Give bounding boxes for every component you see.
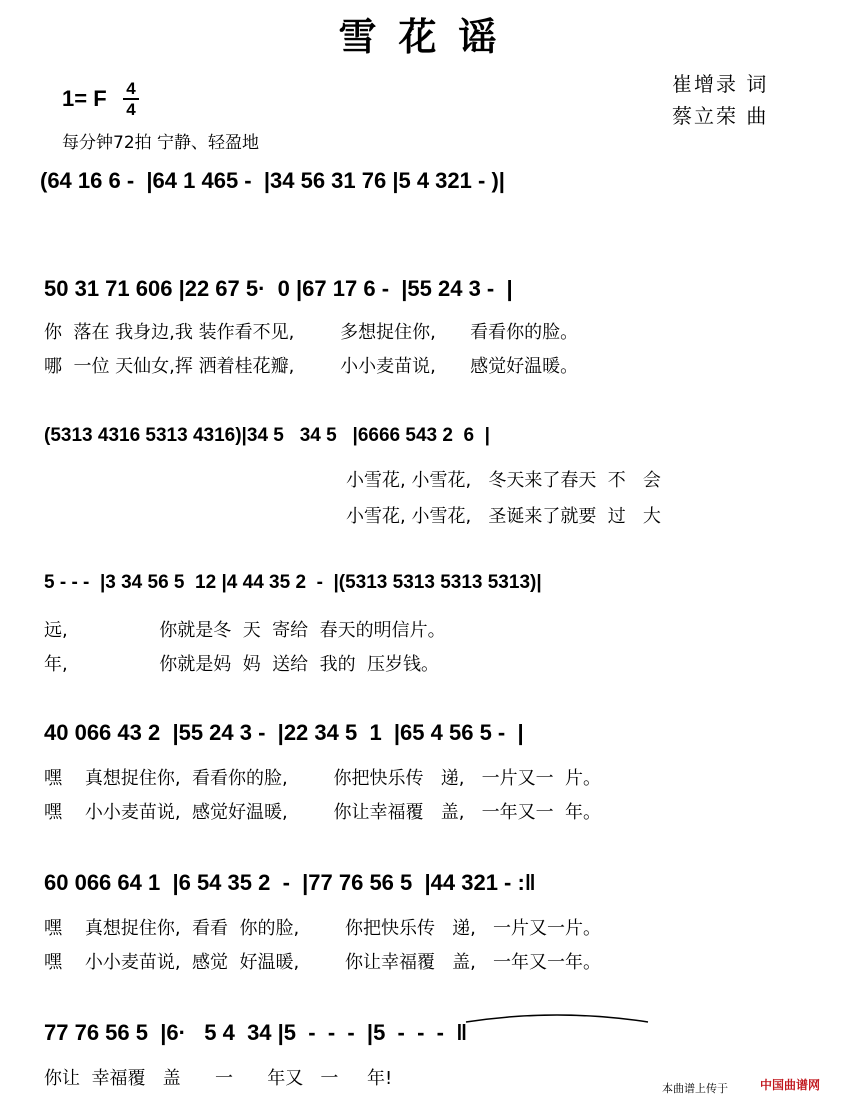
score-row-7: 77 76 56 5 |6· 5 4 34 |5 - - - |5 - - - ‖ — [44, 1020, 468, 1045]
site-logo: 中国曲谱网 — [760, 1078, 821, 1092]
lyrics-row-2-verse-2: 哪 一位 天仙女,挥 洒着桂花瓣, 小小麦苗说, 感觉好温暖。 — [44, 356, 579, 377]
lyrics-row-5-verse-2: 嘿 小小麦苗说, 感觉好温暖, 你让幸福覆 盖, 一年又一 年。 — [44, 802, 602, 823]
song-title: 雪花谣 — [338, 14, 519, 59]
score-row-1: (64 16 6 - |64 1 465 - |34 56 31 76 |5 4 321 - )| — [40, 168, 505, 193]
lyrics-row-2-verse-1: 你 落在 我身边,我 装作看不见, 多想捉住你, 看看你的脸。 — [44, 322, 579, 343]
lyrics-row-5-verse-1: 嘿 真想捉住你, 看看你的脸, 你把快乐传 递, 一片又一 片。 — [44, 768, 602, 789]
score-row-2: 50 31 71 606 |22 67 5· 0 |67 17 6 - |55 24 3 - | — [44, 276, 513, 301]
lyrics-row-7: 你让 幸福覆 盖 一 年又 一 年! — [44, 1068, 393, 1089]
lyrics-row-6-verse-1: 嘿 真想捉住你, 看看 你的脸, 你把快乐传 递, 一片又一片。 — [44, 918, 602, 939]
lyrics-row-3-verse-2: 小雪花, 小雪花, 圣诞来了就要 过 大 — [346, 506, 661, 527]
key-signature: 1= F — [62, 86, 107, 111]
time-signature-top: 4 — [126, 79, 136, 98]
score-row-6: 60 066 64 1 |6 54 35 2 - |77 76 56 5 |44 321 - :‖ — [44, 870, 536, 895]
time-signature — [123, 80, 139, 118]
lyrics-row-3-verse-1: 小雪花, 小雪花, 冬天来了春天 不 会 — [346, 470, 661, 491]
score-row-3: (5313 4316 5313 4316)|34 5 34 5 |6666 543 2 6 | — [44, 425, 490, 446]
tie-slur — [462, 1010, 652, 1024]
composer-credit: 蔡立荣 曲 — [672, 104, 769, 128]
upload-note: 本曲谱上传于 — [662, 1082, 728, 1095]
score-row-5: 40 066 43 2 |55 24 3 - |22 34 5 1 |65 4 56 5 - | — [44, 720, 524, 745]
score-row-4: 5 - - - |3 34 56 5 12 |4 44 35 2 - |(5313 5313 5313 5313)| — [44, 572, 542, 593]
tempo-marking: 每分钟72拍 宁静、轻盈地 — [62, 133, 260, 153]
lyricist-credit: 崔增录 词 — [672, 72, 769, 96]
lyrics-row-6-verse-2: 嘿 小小麦苗说, 感觉 好温暖, 你让幸福覆 盖, 一年又一年。 — [44, 952, 602, 973]
time-signature-bottom: 4 — [126, 100, 136, 119]
lyrics-row-4-verse-1: 远, 你就是冬 天 寄给 春天的明信片。 — [44, 620, 446, 641]
lyrics-row-4-verse-2: 年, 你就是妈 妈 送给 我的 压岁钱。 — [44, 654, 440, 675]
